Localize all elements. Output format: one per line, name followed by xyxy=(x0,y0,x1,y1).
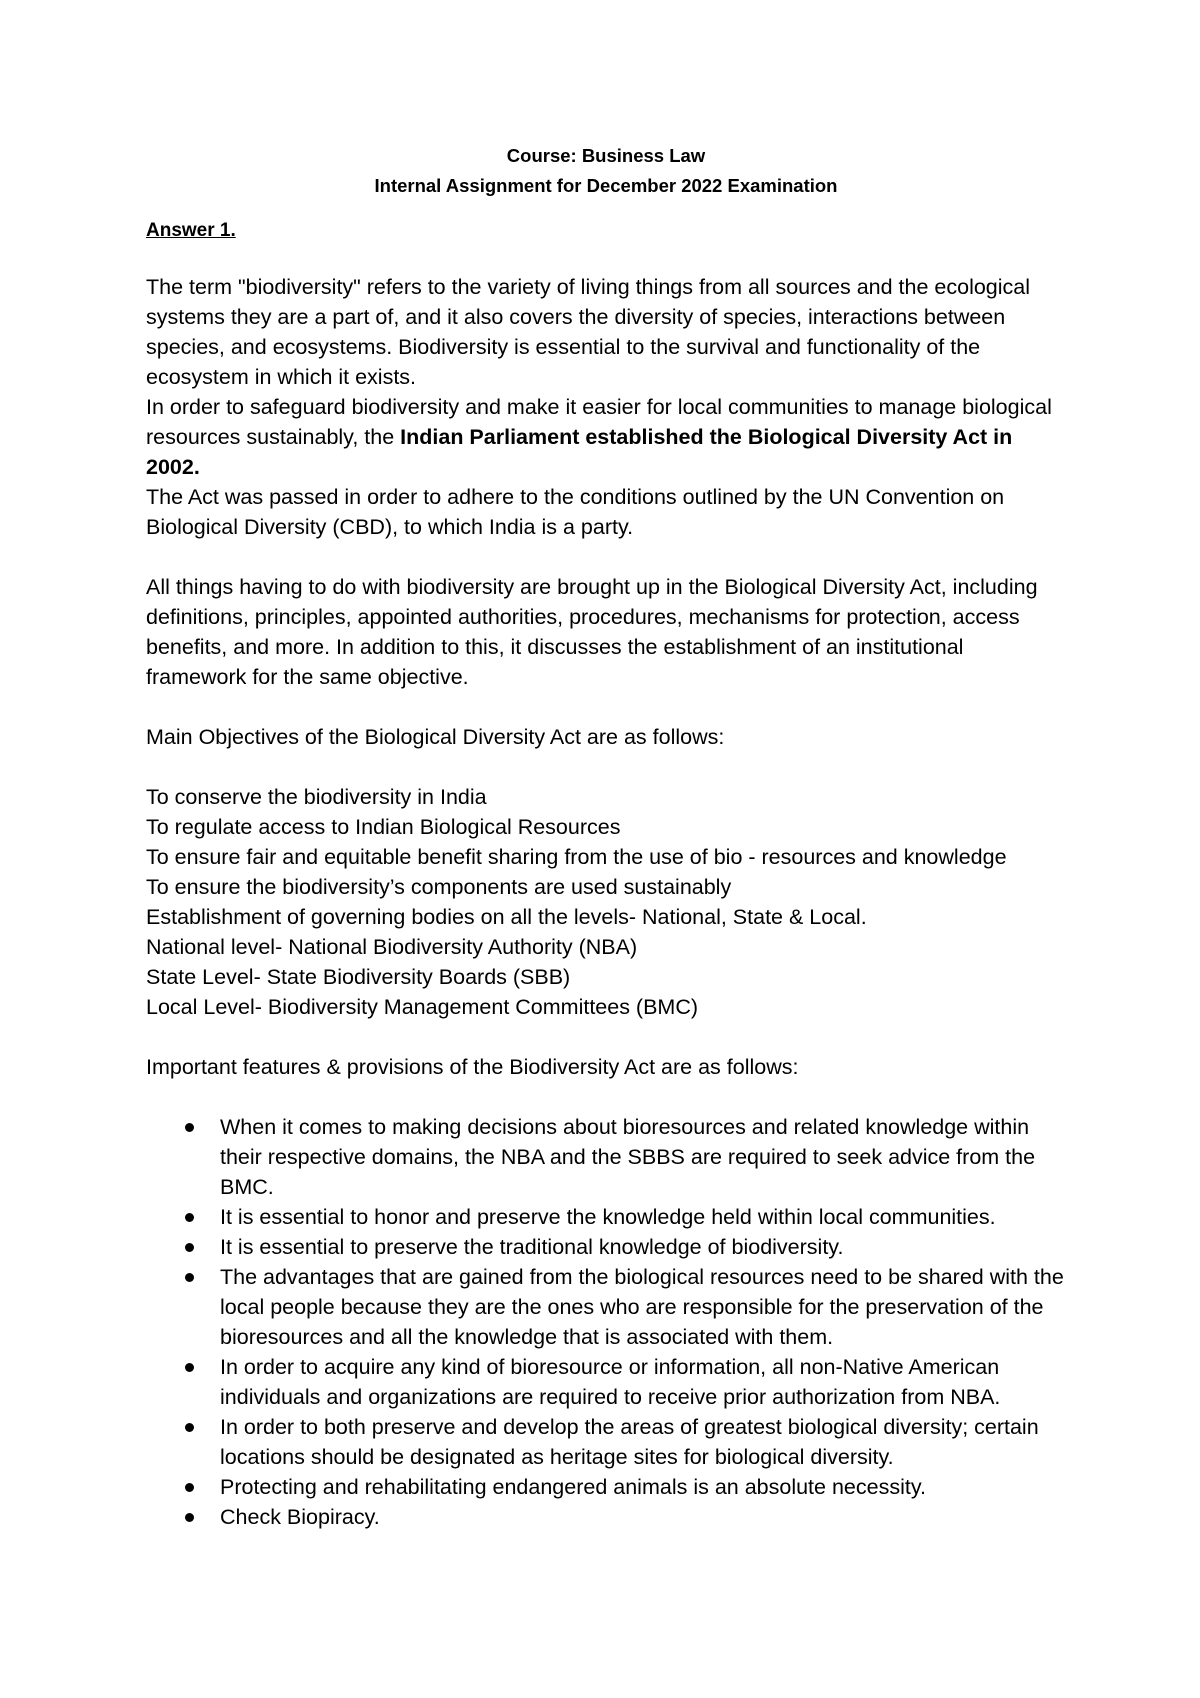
bullet-icon xyxy=(185,1123,194,1132)
feature-item xyxy=(220,1412,1066,1472)
objective-item: To ensure the biodiversity’s components are used sustainably xyxy=(146,875,732,899)
intro-paragraph-3: The Act was passed in order to adhere to the conditions outlined by the UN Convention on Biological Diversity (CBD), to which India is a party. xyxy=(146,485,1005,539)
feature-item xyxy=(220,1112,1066,1202)
paragraph-gap xyxy=(146,692,1066,722)
bullet-icon xyxy=(185,1483,194,1492)
objective-item: To regulate access to Indian Biological Resources xyxy=(146,815,621,839)
intro-paragraph-2-bold: Indian Parliament established the Biological Diversity Act in 2002. xyxy=(146,425,1013,479)
objective-item: Local Level- Biodiversity Management Committees (BMC) xyxy=(146,995,699,1019)
features-heading: Important features & provisions of the Biodiversity Act are as follows: xyxy=(146,1055,799,1079)
assignment-title: Internal Assignment for December 2022 Examination xyxy=(374,175,838,196)
paragraph-gap xyxy=(146,752,1066,782)
feature-text: Check Biopiracy. xyxy=(220,1505,380,1529)
bullet-icon xyxy=(185,1363,194,1372)
objectives-list xyxy=(146,782,1066,1022)
paragraph-gap xyxy=(146,1022,1066,1052)
features-list xyxy=(146,1112,1066,1532)
feature-item xyxy=(220,1472,1066,1502)
paragraph-gap xyxy=(146,1082,1066,1112)
bullet-icon xyxy=(185,1243,194,1252)
feature-text: In order to both preserve and develop the areas of greatest biological diversity; certain locations should be designated as heritage sites for biological diversity. xyxy=(220,1415,1039,1469)
feature-text: When it comes to making decisions about bioresources and related knowledge within their respective domains, the NBA and the SBBS are required to seek advice from the BMC. xyxy=(220,1115,1036,1199)
objective-item: To conserve the biodiversity in India xyxy=(146,785,487,809)
feature-text: The advantages that are gained from the biological resources need to be shared with the local people because they are the ones who are responsible for the preservation of the bioresources and all the knowledge that is associated with them. xyxy=(220,1265,1064,1349)
feature-item xyxy=(220,1502,1066,1532)
intro-paragraph-1: The term "biodiversity" refers to the variety of living things from all sources and the ecological systems they are a part of, and it also covers the diversity of species, interactions between species, and ecosystems. Biodiversity is essential to the survival and functionality of the ecosystem in which it exists. xyxy=(146,275,1031,389)
course-title: Course: Business Law xyxy=(506,145,706,166)
document-body xyxy=(146,141,1066,1532)
feature-item xyxy=(220,1352,1066,1412)
bullet-icon xyxy=(185,1273,194,1282)
objective-item: State Level- State Biodiversity Boards (SBB) xyxy=(146,965,571,989)
feature-item xyxy=(220,1202,1066,1232)
intro-paragraph-2-text: In order to safeguard biodiversity and make it easier for local communities to manage biological resources sustainably, the xyxy=(146,395,1052,449)
bullet-icon xyxy=(185,1513,194,1522)
intro-paragraph-2 xyxy=(146,392,1066,482)
feature-text: It is essential to honor and preserve the knowledge held within local communities. xyxy=(220,1205,996,1229)
feature-item xyxy=(220,1232,1066,1262)
act-description-paragraph: All things having to do with biodiversity are brought up in the Biological Diversity Act, including definitions, principles, appointed authorities, procedures, mechanisms for protection, access benefits, and more. In addition to this, it discusses the establishment of an institutional framework for the same objective. xyxy=(146,575,1038,689)
feature-item xyxy=(220,1262,1066,1352)
feature-text: It is essential to preserve the traditional knowledge of biodiversity. xyxy=(220,1235,844,1259)
objective-item: To ensure fair and equitable benefit sharing from the use of bio - resources and knowledge xyxy=(146,845,1007,869)
bullet-icon xyxy=(185,1423,194,1432)
objective-item: Establishment of governing bodies on all the levels- National, State & Local. xyxy=(146,905,867,929)
paragraph-gap xyxy=(146,542,1066,572)
document-header xyxy=(146,141,1066,201)
objective-item: National level- National Biodiversity Authority (NBA) xyxy=(146,935,638,959)
objectives-heading: Main Objectives of the Biological Diversity Act are as follows: xyxy=(146,725,725,749)
feature-text: In order to acquire any kind of bioresource or information, all non-Native American individuals and organizations are required to receive prior authorization from NBA. xyxy=(220,1355,1001,1409)
feature-text: Protecting and rehabilitating endangered animals is an absolute necessity. xyxy=(220,1475,926,1499)
bullet-icon xyxy=(185,1213,194,1222)
answer-heading: Answer 1. xyxy=(146,220,236,241)
